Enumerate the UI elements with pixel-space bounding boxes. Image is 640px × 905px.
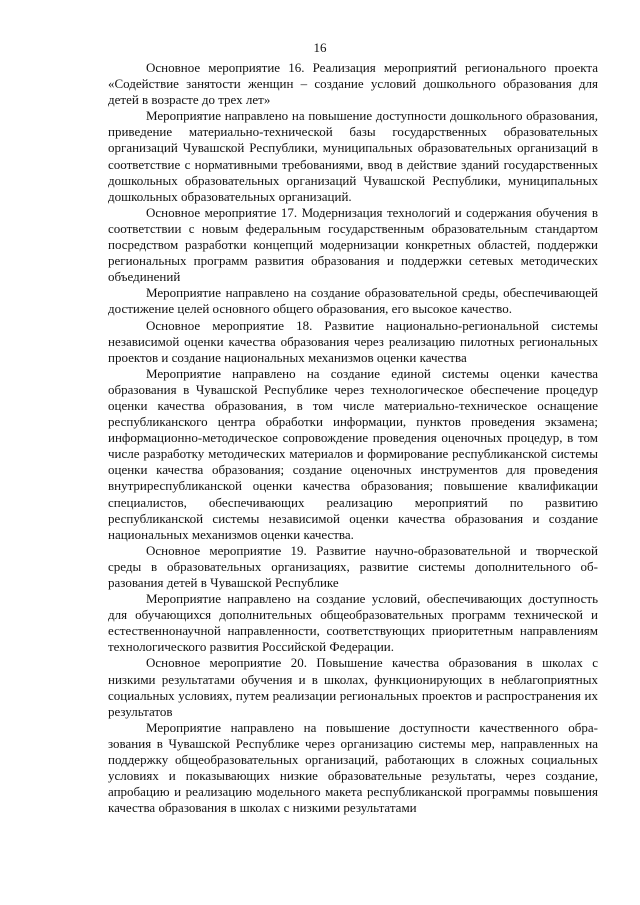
page-number: 16 — [313, 40, 327, 55]
text-body — [108, 60, 598, 816]
paragraph-event-17-description: Мероприятие направлено на создание образовательной среды, обеспечивающей достижение целей основного общего образования, его высокое качество. — [108, 285, 598, 317]
paragraph-event-16-description: Мероприятие направлено на повышение доступности дошкольного образования, приведение материально-технической базы государственных образовательных организаций Чувашской Республики, муниципальных образовательных организаций в соответствие с нормативными требованиями, ввод в действие зданий государственных дошкольных образовательных организаций Чувашской Республики, муниципальных дошкольных образовательных организаций. — [108, 108, 598, 204]
paragraph-main-event-16: Основное мероприятие 16. Реализация мероприятий регионального проекта «Содействие занятости женщин – создание условий дошкольного образования для детей в возрасте до трех лет» — [108, 60, 598, 108]
paragraph-main-event-17: Основное мероприятие 17. Модернизация технологий и содержания обучения в соответствии с новым федеральным государственным образовательным стандартом посредством разработки концепций модернизации конкретных областей, поддержки региональных программ развития образования и поддержки сетевых методических объединений — [108, 204, 598, 285]
paragraph-main-event-18: Основное мероприятие 18. Развитие национально-региональной системы независимой оценки качества образования через реализацию пилотных региональных проектов и создание национальных механизмов оценки качества — [108, 317, 598, 365]
paragraph-event-19-description: Мероприятие направлено на создание условий, обеспечивающих доступность для обучающихся дополнительных общеобразовательных программ технической и естественнонаучной направленности, соответствующих приоритетным направлениям технологического развития Российской Федерации. — [108, 591, 598, 655]
paragraph-main-event-19: Основное мероприятие 19. Развитие научно-образовательной и творческой среды в образовательных организациях, развитие системы дополнительного образования детей в Чувашской Республике — [108, 542, 598, 590]
paragraph-event-20-description: Мероприятие направлено на повышение доступности качественного образования в Чувашской Республике через организацию системы мер, направленных на поддержку общеобразовательных организаций, работающих в сложных социальных условиях и показывающих низкие образовательные результаты, через создание, апробацию и реализацию модельного макета республиканской программы повышения качества образования в школах с низкими результатами — [108, 719, 598, 816]
paragraph-event-18-description: Мероприятие направлено на создание единой системы оценки качества образования в Чувашской Республике через технологическое обеспечение процедур оценки качества образования, в том числе материально-техническое оснащение республиканского центра обработки информации, пунктов проведения экзамена; информационно-методическое сопровождение проведения оценочных процедур, в том числе разработку методических материалов и формирование республиканской системы оценки качества образования; создание оценочных инструментов для проведения внутриреспубликанской оценки качества образования; повышение квалификации специалистов, обеспечивающих реализацию мероприятий по развитию республиканской системы независимой оценки качества образования и создание национальных механизмов оценки качества. — [108, 365, 598, 542]
paragraph-main-event-20: Основное мероприятие 20. Повышение качества образования в школах с низкими результатами обучения и в школах, функционирующих в неблагоприятных социальных условиях, путем реализации региональных проектов и распространения их результатов — [108, 655, 598, 719]
